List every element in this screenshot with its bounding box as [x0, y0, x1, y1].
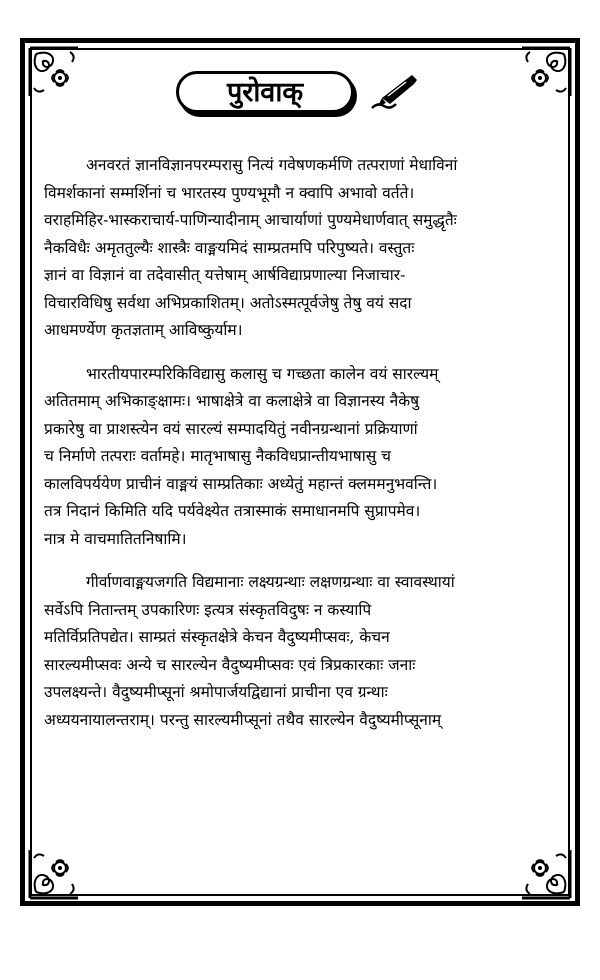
heading-box [176, 71, 354, 113]
text-line: ज्ञानं वा विज्ञानं वा तदेवासीत् यत्तेषाम् आर्षविद्याप्रणाल्या निजाचार- [44, 266, 406, 284]
text-line: अनवरतं ज्ञानविज्ञानपरम्परासु नित्यं गवेषणकर्मणि तत्पराणां मेधाविनां [86, 156, 458, 174]
text-line: आधमर्ण्येण कृतज्ञताम् आविष्कुर्याम। [44, 321, 243, 339]
text-line: वराहमिहिर-भास्कराचार्य-पाणिन्यादीनाम् आचार्याणां पुण्यमेधार्णवात् समुद्धृतैः [44, 211, 457, 229]
text-line: च निर्माणे तत्पराः वर्तामहे। मातृभाषासु नैकविधप्रान्तीयभाषासु च [44, 447, 392, 465]
corner-ornament-icon [26, 846, 82, 902]
corner-ornament-icon [518, 846, 574, 902]
text-line: नात्र मे वाचमातितनिषामि। [44, 529, 187, 548]
text-line: सारल्यमीप्सवः अन्ये च सारल्येन वैदुष्यमीप्सवः एवं त्रिप्रकारकाः जनाः [44, 655, 416, 674]
text-line: प्रकारेषु वा प्राशस्त्येन वयं सारल्यं सम्पादयितुं नवीनग्रन्थानां प्रक्रियाणां [44, 419, 418, 438]
paragraph [44, 569, 556, 734]
text-line: गीर्वाणवाङ्मयजगति विद्यमानाः लक्ष्यग्रन्थाः लक्षणग्रन्थाः वा स्वावस्थायां [86, 573, 455, 591]
text-line: कालविपर्ययेण प्राचीनं वाङ्मयं साम्प्रतिकाः अध्येतुं महान्तं क्लममनुभवन्ति। [44, 474, 438, 493]
text-line: मतिर्विप्रतिपद्येत। साम्प्रतं संस्कृतक्षेत्रे केचन वैदुष्यमीप्सवः, केचन [44, 628, 390, 646]
text-line: तत्र निदानं किमिति यदि पर्यवेक्ष्येत तत्रास्माकं समाधानमपि सुप्रापमेव। [44, 502, 421, 520]
corner-ornament-icon [518, 44, 574, 100]
text-line: सर्वेऽपि नितान्तम् उपकारिणः इत्यत्र संस्कृतविदुषः न कस्यापि [44, 600, 372, 619]
text-line: अतितमाम् अभिकाङ्क्षामः। भाषाक्षेत्रे वा कलाक्षेत्रे वा विज्ञानस्य नैकेषु [44, 392, 420, 410]
text-line: उपलक्ष्यन्ते। वैदुष्यमीप्सूनां श्रमोपार्जयद्विद्यानां प्राचीना एव ग्रन्थाः [44, 683, 388, 701]
paragraph [44, 152, 556, 345]
text-line: भारतीयपारम्परिकिविद्यासु कलासु च गच्छता कालेन वयं सारल्यम् [86, 364, 439, 383]
text-line: अध्ययनायालन्तराम्। परन्तु सारल्यमीप्सूनां तथैव सारल्येन वैदुष्यमीप्सूनाम् [44, 710, 442, 729]
text-line: विचारविधिषु सर्वथा अभिप्रकाशितम्। अतोऽस्मत्पूर्वजेषु तेषु वयं सदा [44, 293, 412, 312]
text-line: नैकविधैः अमृततुल्यैः शास्त्रैः वाङ्मयमिदं साम्प्रतमपि परिपुष्यते। वस्तुतः [44, 238, 415, 257]
corner-ornament-icon [26, 44, 82, 100]
body-text [44, 152, 556, 750]
pen-writing-icon [368, 72, 418, 112]
paragraph [44, 361, 556, 554]
page-title: पुरोवाक् [226, 76, 304, 108]
text-line: विमर्शकानां सम्मर्शिनां च भारतस्य पुण्यभूमौ न क्वापि अभावो वर्तते। [44, 183, 415, 202]
